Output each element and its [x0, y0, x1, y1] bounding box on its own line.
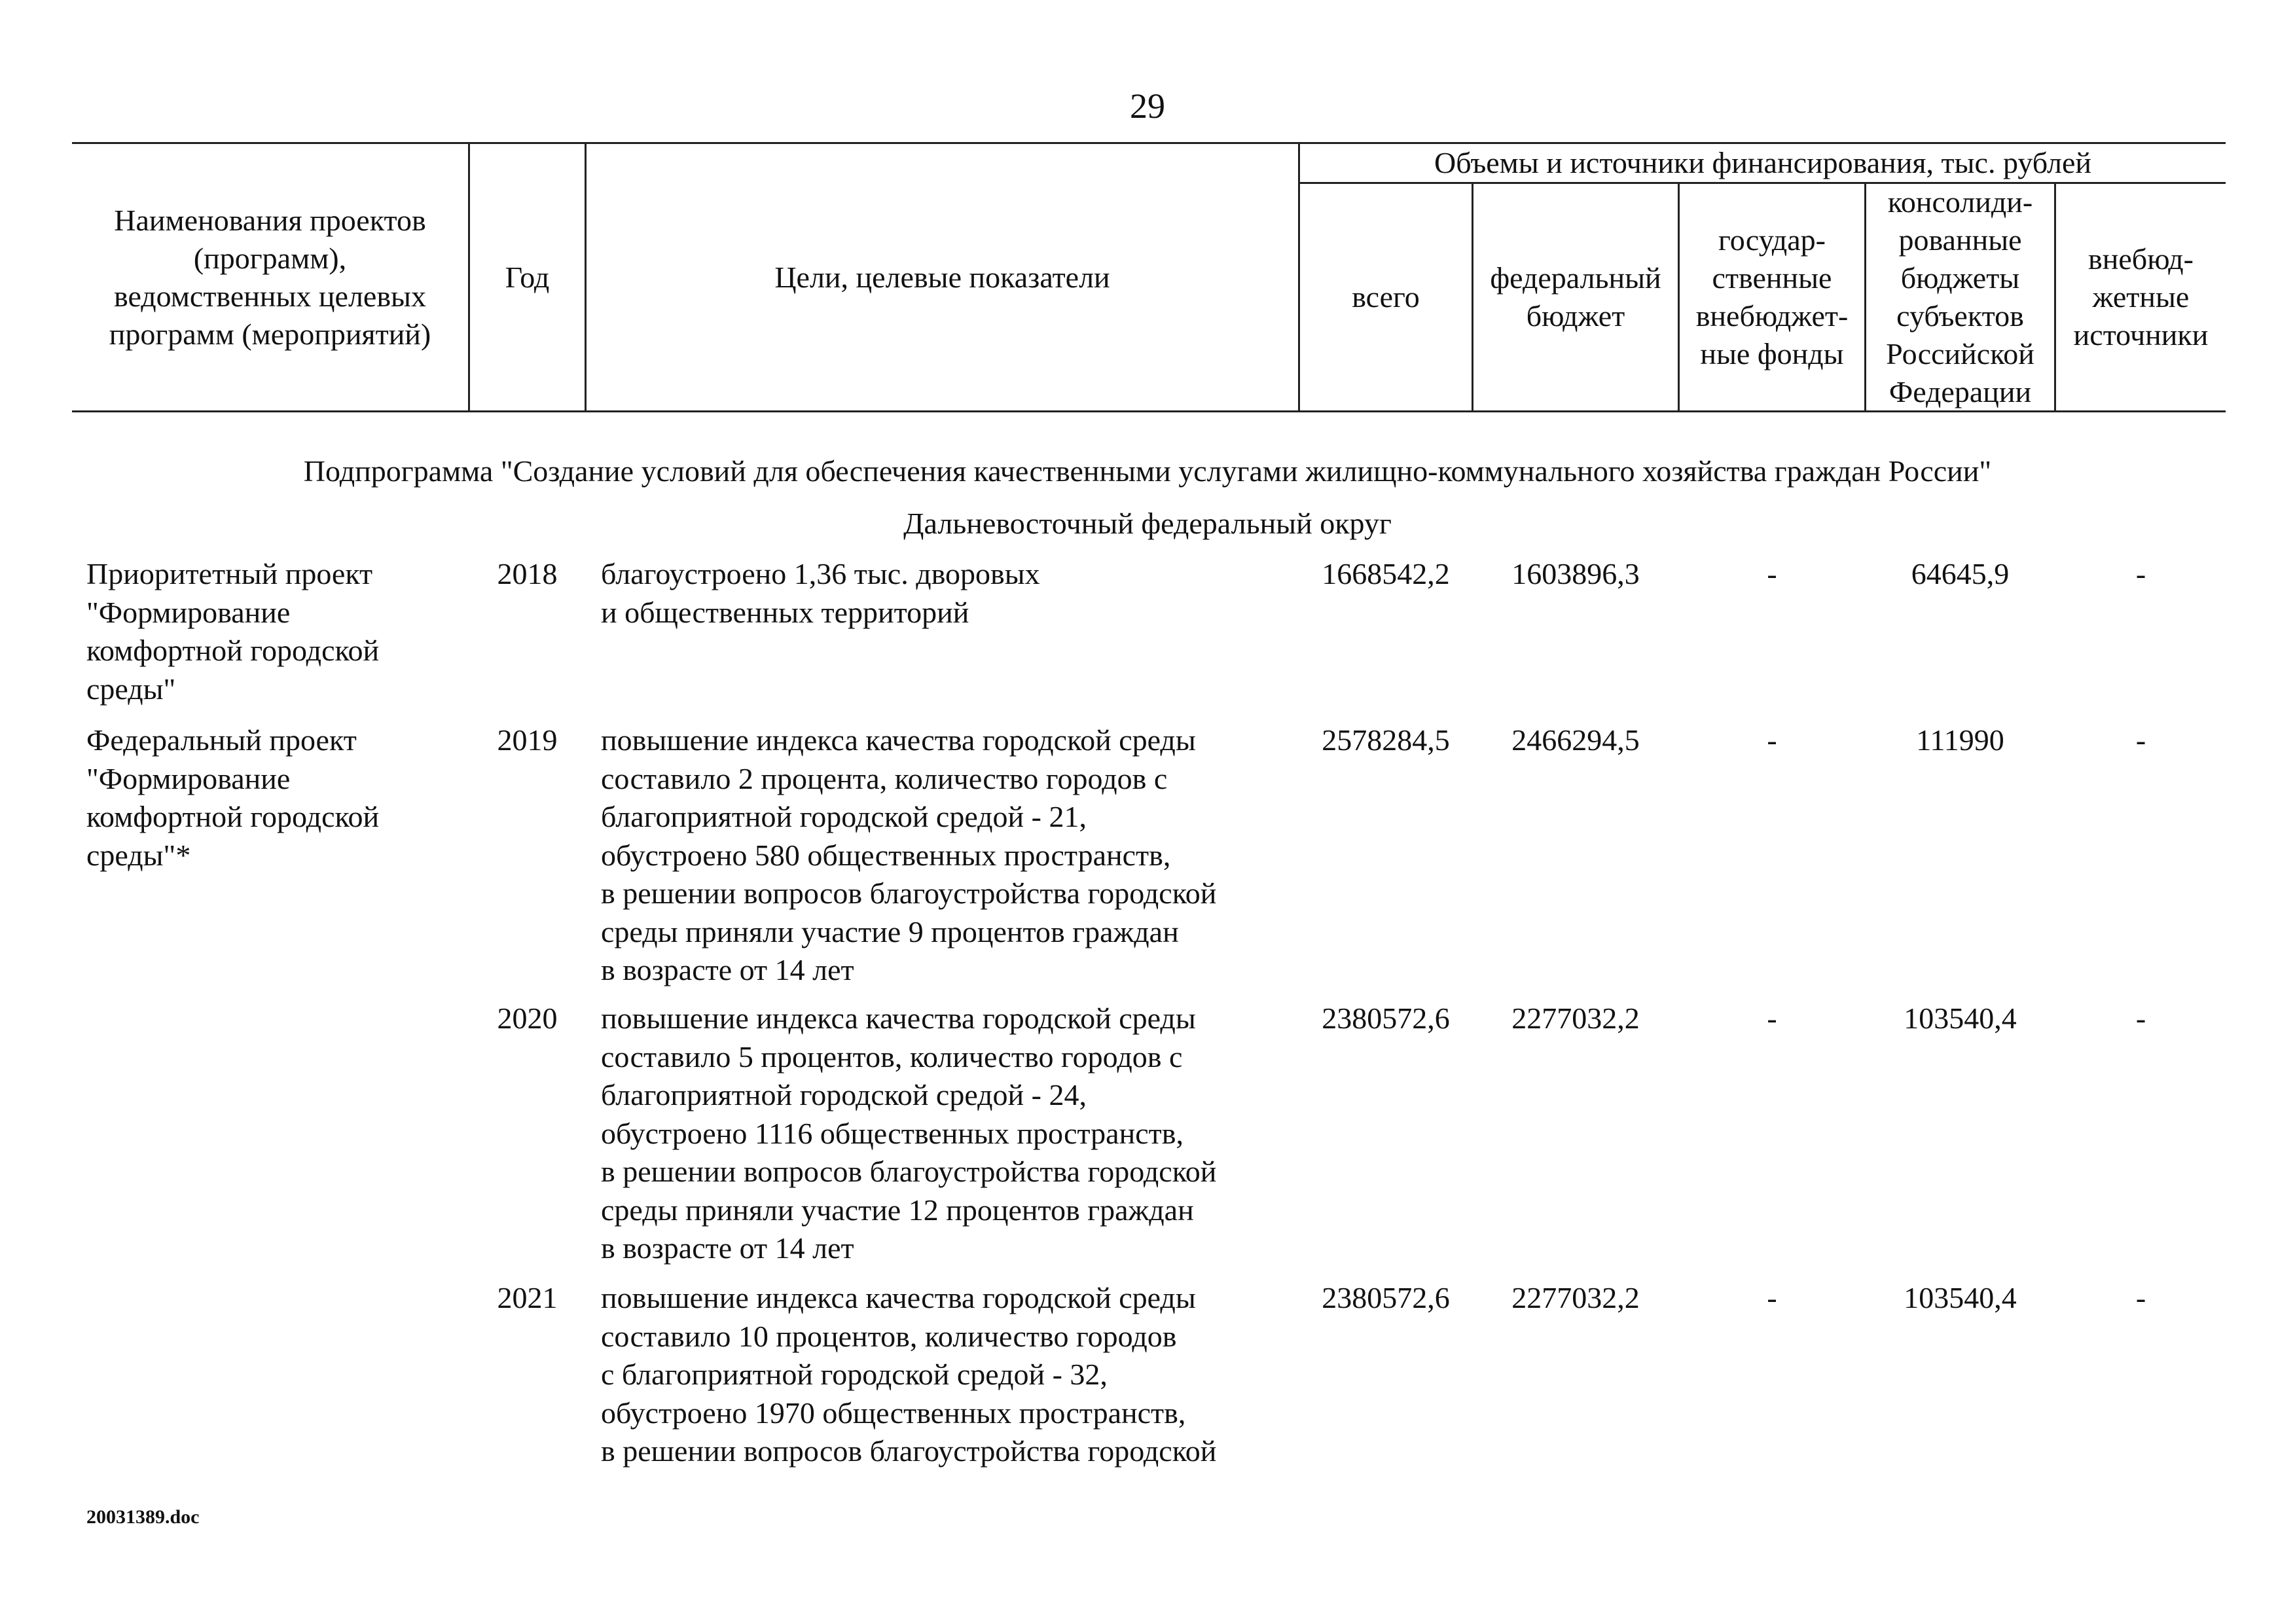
row-total: 1668542,2 [1322, 557, 1450, 590]
row-year: 2021 [497, 1281, 558, 1314]
row-regional: 64645,9 [1911, 557, 2010, 590]
header-total: всего [1352, 280, 1420, 314]
header-financing-group: Объемы и источники финансирования, тыс. рублей [1434, 146, 2091, 179]
row-state-funds: - [1767, 1281, 1777, 1314]
row-goals: благоустроено 1,36 тыс. дворовых и общественных территорий [601, 557, 1040, 629]
row-regional: 103540,4 [1904, 1001, 2017, 1035]
row-extrabudget: - [2135, 723, 2146, 757]
row-goals: повышение индекса качества городской среды составило 2 процента, количество городов с благоприятной городской средой - 21, обустроено 580 общественных пространств, в решении вопросов благоустройства городской среды приняли участие 9 процентов граждан в возрасте от 14 лет [601, 723, 1217, 986]
header-extrabudget-sources: внебюд- жетные источники [2073, 242, 2209, 352]
row-goals: повышение индекса качества городской среды составило 10 процентов, количество городов с благоприятной городской средой - 32, обустроено 1970 общественных пространств, в решении вопросов благоустройства городской [601, 1281, 1217, 1468]
row-extrabudget: - [2135, 557, 2146, 590]
row-federal: 2277032,2 [1511, 1281, 1640, 1314]
subprogram-title: Подпрограмма "Создание условий для обеспечения качественными услугами жилищно-коммунального хозяйства граждан России" [303, 454, 1992, 488]
row-year: 2020 [497, 1001, 558, 1035]
row-year: 2018 [497, 557, 558, 590]
district-title: Дальневосточный федеральный округ [903, 507, 1392, 540]
row-year: 2019 [497, 723, 558, 757]
row-project-name: Федеральный проект "Формирование комфортной городской среды"* [86, 723, 380, 872]
document-filename: 20031389.doc [86, 1506, 200, 1528]
row-goals: повышение индекса качества городской среды составило 5 процентов, количество городов с благоприятной городской средой - 24, обустроено 1116 общественных пространств, в решении вопросов благоустройства городской среды приняли участие 12 процентов граждан в возрасте от 14 лет [601, 1001, 1217, 1265]
row-regional: 111990 [1916, 723, 2004, 757]
row-federal: 2277032,2 [1511, 1001, 1640, 1035]
row-total: 2380572,6 [1322, 1281, 1450, 1314]
header-goals: Цели, целевые показатели [774, 261, 1110, 294]
page-number: 29 [1130, 86, 1165, 126]
header-state-extrabudget-funds: государ- ственные внебюджет- ные фонды [1695, 223, 1849, 370]
row-extrabudget: - [2135, 1001, 2146, 1035]
header-federal-budget: федеральный бюджет [1490, 261, 1661, 333]
header-names: Наименования проектов (программ), ведомственных целевых программ (мероприятий) [109, 203, 431, 351]
header-consolidated-regional-budgets: консолиди- рованные бюджеты субъектов Российской Федерации [1886, 185, 2034, 408]
row-regional: 103540,4 [1904, 1281, 2017, 1314]
row-federal: 1603896,3 [1511, 557, 1640, 590]
row-extrabudget: - [2135, 1281, 2146, 1314]
row-total: 2380572,6 [1322, 1001, 1450, 1035]
row-state-funds: - [1767, 557, 1777, 590]
row-total: 2578284,5 [1322, 723, 1450, 757]
row-federal: 2466294,5 [1511, 723, 1640, 757]
row-state-funds: - [1767, 1001, 1777, 1035]
header-year: Год [505, 261, 550, 294]
row-project-name: Приоритетный проект "Формирование комфортной городской среды" [86, 557, 380, 706]
row-state-funds: - [1767, 723, 1777, 757]
